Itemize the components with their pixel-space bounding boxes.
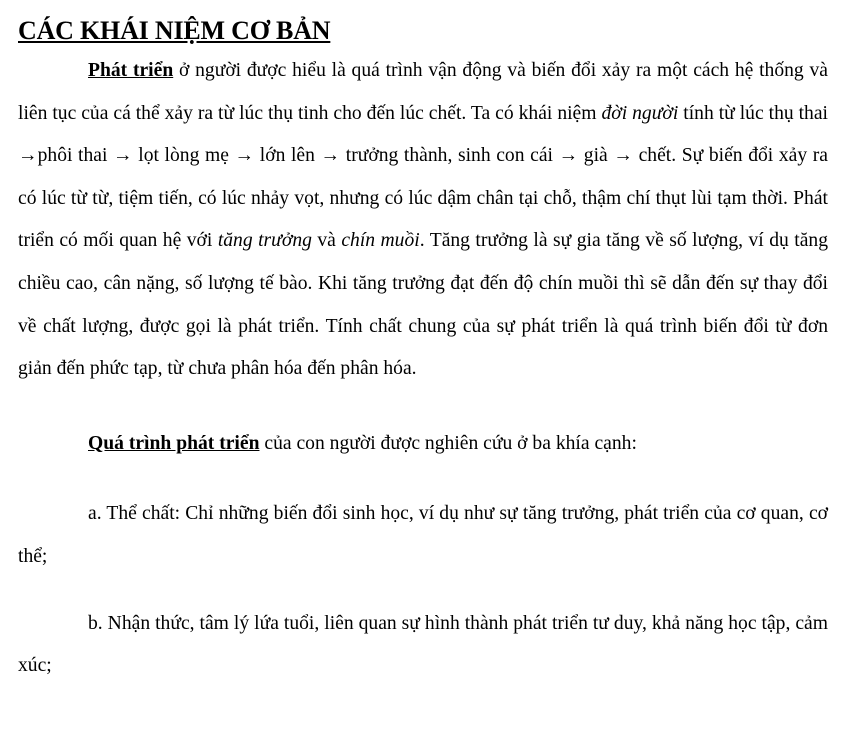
document-page: [18, 14, 828, 688]
term-chin-muoi: chín muồi: [341, 230, 420, 252]
spacer: [18, 465, 828, 493]
paragraph-text: . Tăng trưởng là sự gia tăng về số lượng, ví dụ tăng chiều cao, cân nặng, số lượng tế bào. Khi tăng trưởng đạt đến độ chín muồi thì sẽ dẫn đến sự thay đổi về chất lượng, được gọi là phát triển. Tính chất chung của sự phát triển là quá trình biến đổi từ đơn giản đến phức tạp, từ chưa phân hóa đến phân hóa.: [18, 230, 828, 380]
list-item-a: a. Thể chất: Chỉ những biến đổi sinh học, ví dụ như sự tăng trưởng, phát triển của cơ quan, cơ thể;: [18, 503, 828, 567]
page-title: CÁC KHÁI NIỆM CƠ BẢN: [18, 16, 331, 45]
term-phat-trien: Phát triển: [88, 60, 174, 81]
term-doi-nguoi: đời người: [601, 102, 679, 124]
paragraph-text: và: [311, 230, 342, 252]
paragraph-text: của con người được nghiên cứu ở ba khía cạnh:: [259, 432, 637, 454]
spacer: [18, 391, 828, 423]
paragraph-text: tính từ lúc thụ thai →phôi thai → lọt lòng mẹ → lớn lên → trưởng thành, sinh con cái → già → chết. Sự biến đổi xảy ra có lúc từ từ, tiệm tiến, có lúc nhảy vọt, nhưng có lúc dậm chân tại chỗ, thậm chí thụt lùi tạm thời. Phát triển có mối quan hệ với: [18, 102, 828, 252]
paragraph-definition: [18, 50, 828, 391]
term-tang-truong: tăng trưởng: [217, 230, 312, 252]
spacer: [18, 579, 828, 603]
paragraph-process: [18, 423, 828, 466]
term-qua-trinh-phat-trien: Quá trình phát triển: [88, 432, 260, 454]
paragraph-text: ở người được hiểu là quá trình vận động và biến đổi xảy ra một cách hệ thống và liên tục của cá thể xảy ra từ lúc thụ tinh cho đến lúc chết. Ta có khái niệm: [18, 60, 828, 124]
list-item-b: b. Nhận thức, tâm lý lứa tuổi, liên quan sự hình thành phát triển tư duy, khả năng học tập, cảm xúc;: [18, 612, 828, 677]
